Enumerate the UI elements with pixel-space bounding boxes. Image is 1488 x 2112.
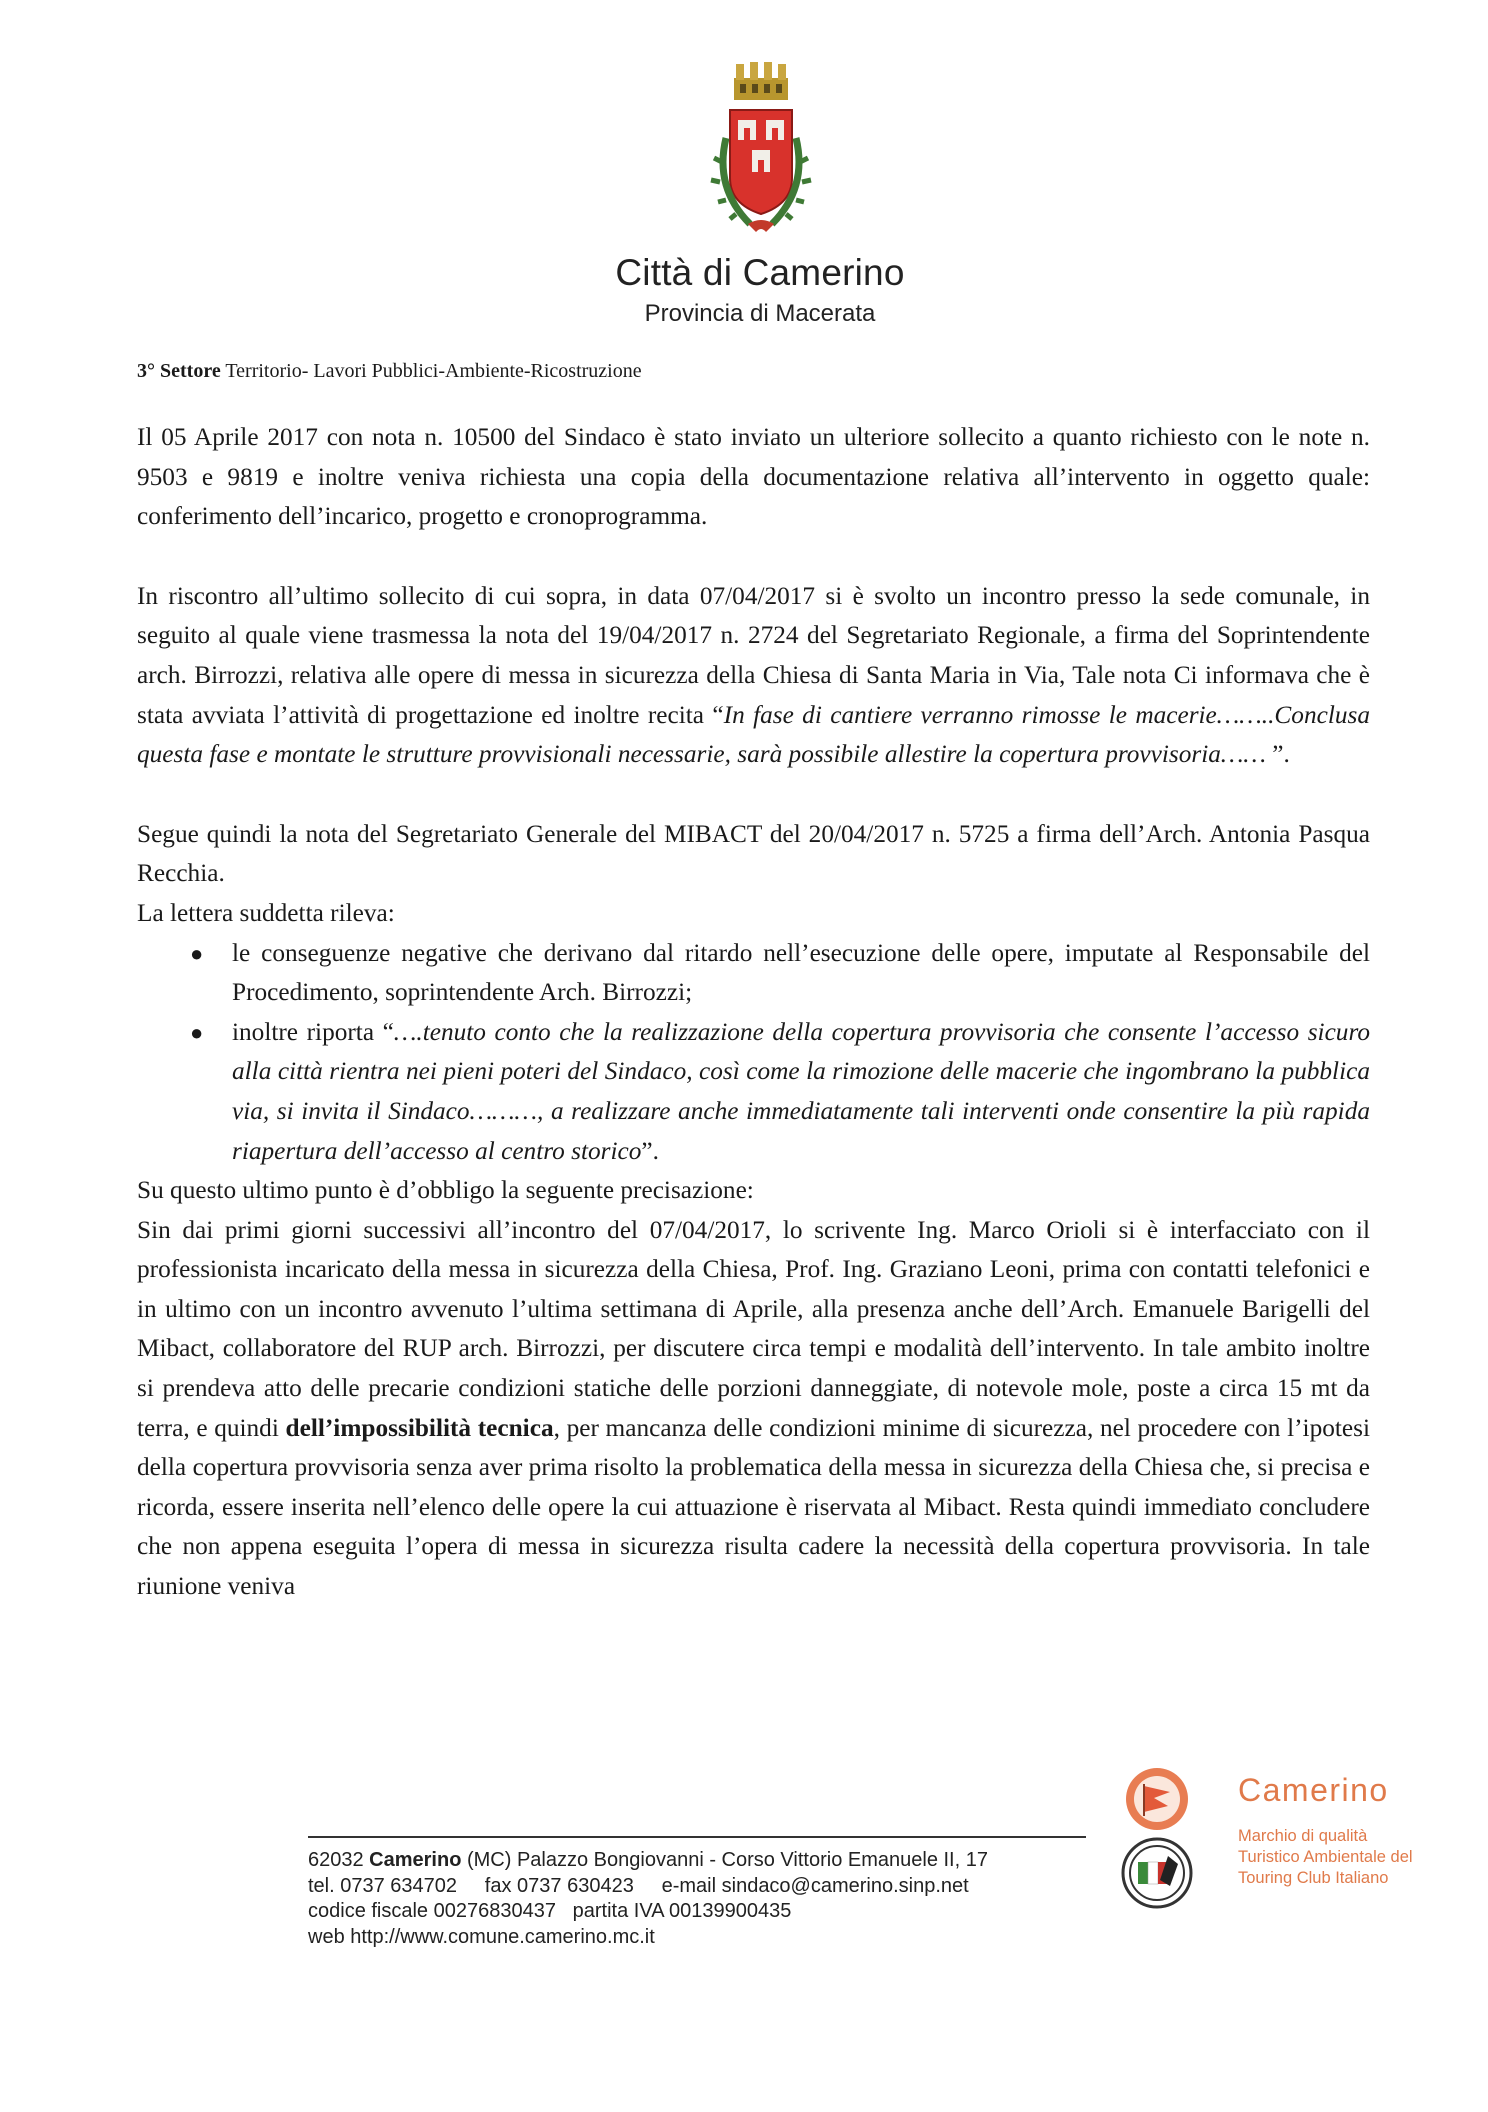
paragraph-2: [137, 577, 1370, 775]
paragraph-1: Il 05 Aprile 2017 con nota n. 10500 del Sindaco è stato inviato un ulteriore sollecito a quanto richiesto con le note n. 9503 e 9819 e inoltre veniva richiesta una copia della documentazione relativa all’intervento in oggetto quale: conferimento dell’incarico, progetto e cronoprogramma.: [137, 423, 1370, 531]
city-name: Città di Camerino: [615, 252, 905, 293]
bandiera-arancione-logo-icon: [1124, 1766, 1190, 1832]
footer-zip: 62032: [308, 1849, 370, 1871]
brand-subtitle: [1238, 1826, 1413, 1889]
sector-text: Territorio- Lavori Pubblici-Ambiente-Ricostruzione: [225, 360, 642, 382]
footer-street: (MC) Palazzo Bongiovanni - Corso Vittorio Emanuele II, 17: [461, 1849, 988, 1871]
footer-fiscal: codice fiscale 00276830437 partita IVA 00139900435: [308, 1900, 792, 1922]
bullet-icon: ●: [190, 940, 204, 966]
brand-line-3: Touring Club Italiano: [1238, 1869, 1389, 1887]
province-name: Provincia di Macerata: [644, 300, 876, 327]
paragraph-4: La lettera suddetta rileva:: [137, 898, 395, 927]
paragraph-5: Su questo ultimo punto è d’obbligo la seguente precisazione:: [137, 1176, 754, 1205]
coat-of-arms-icon: [700, 58, 820, 256]
bullet-item-1: [190, 934, 1370, 1013]
letter-body: [137, 418, 1370, 1607]
bullet-1-text: le conseguenze negative che derivano dal ritardo nell’esecuzione delle opere, imputate al Responsabile del Procedimento, soprintendente Arch. Birrozzi;: [232, 938, 1370, 1007]
sector-line: [137, 360, 642, 383]
footer-web: web http://www.comune.camerino.mc.it: [308, 1925, 655, 1948]
paragraph-6-bold: dell’impossibilità tecnica: [285, 1413, 554, 1442]
paragraph-6-a: Sin dai primi giorni successivi all’incontro del 07/04/2017, lo scrivente Ing. Marco Orioli si è interfacciato con il professionista incaricato della messa in sicurezza della Chiesa, Prof. Ing. Graziano Leoni, prima con contatti telefonici e in ultimo con un incontro avvenuto l’ultima settimana di Aprile, alla presenza anche dell’Arch. Emanuele Barigelli del Mibact, collaboratore del RUP arch. Birrozzi, per discutere circa tempi e modalità dell’intervento. In tale ambito inoltre si prendeva atto delle precarie condizioni statiche delle porzioni danneggiate, di notevole mole, poste a circa 15 mt da terra, e quindi: [137, 1215, 1370, 1442]
bullet-icon: ●: [190, 1019, 204, 1045]
bullet-2-prefix: inoltre riporta “: [232, 1017, 394, 1046]
brand-name: Camerino: [1238, 1772, 1389, 1808]
touring-club-logo-icon: [1120, 1836, 1194, 1910]
footer-city: Camerino: [369, 1849, 462, 1871]
sector-label: 3° Settore: [137, 360, 221, 382]
footer-address-line: [308, 1848, 988, 1874]
bullet-item-2: [190, 1013, 1370, 1171]
brand-line-1: Marchio di qualità: [1238, 1827, 1368, 1845]
paragraph-2-quote: In fase di cantiere verranno rimosse le macerie……..Conclusa questa fase e montate le strutture provvisionali necessarie, sarà possibile allestire la copertura provvisoria……: [137, 700, 1370, 769]
footer-phones: tel. 0737 634702 fax 0737 630423 e-mail sindaco@camerino.sinp.net: [308, 1874, 969, 1897]
paragraph-2-text: In riscontro all’ultimo sollecito di cui sopra, in data 07/04/2017 si è svolto un incontro presso la sede comunale, in seguito al quale viene trasmessa la nota del 19/04/2017 n. 2724 del Segretariato Regionale, a firma del Soprintendente arch. Birrozzi, relativa alle opere di messa in sicurezza della Chiesa di Santa Maria in Via, Tale nota Ci informava che è stata avviata l’attività di progettazione ed inoltre recita “: [137, 581, 1370, 729]
paragraph-6-b: , per mancanza delle condizioni minime di sicurezza, nel procedere con l’ipotesi della copertura provvisoria senza aver prima risolto la problematica della messa in sicurezza della Chiesa che, si precisa e ricorda, essere inserita nell’elenco delle opere la cui attuazione è riservata al Mibact. Resta quindi immediato concludere che non appena eseguita l’opera di messa in sicurezza risulta cadere la necessità della copertura provvisoria. In tale riunione veniva: [137, 1413, 1370, 1601]
paragraph-6: [137, 1211, 1370, 1607]
brand-line-2: Turistico Ambientale del: [1238, 1848, 1413, 1866]
paragraph-2-end: ”.: [1272, 740, 1290, 769]
bullet-2-quote: ….tenuto conto che la realizzazione della copertura provvisoria che consente l’accesso sicuro alla città rientra nei pieni poteri del Sindaco, così come la rimozione delle macerie che ingombrano la pubblica via, si invita il Sindaco………, a realizzare anche immediatamente tali interventi onde consentire la più rapida riapertura dell’accesso al centro storico: [232, 1017, 1370, 1165]
footer-divider: [308, 1836, 1086, 1838]
bullet-list: [137, 934, 1370, 1172]
bullet-2-end: ”.: [641, 1136, 659, 1165]
paragraph-3: Segue quindi la nota del Segretariato Generale del MIBACT del 20/04/2017 n. 5725 a firma dell’Arch. Antonia Pasqua Recchia.: [137, 819, 1370, 888]
footer-address: [308, 1848, 988, 1950]
